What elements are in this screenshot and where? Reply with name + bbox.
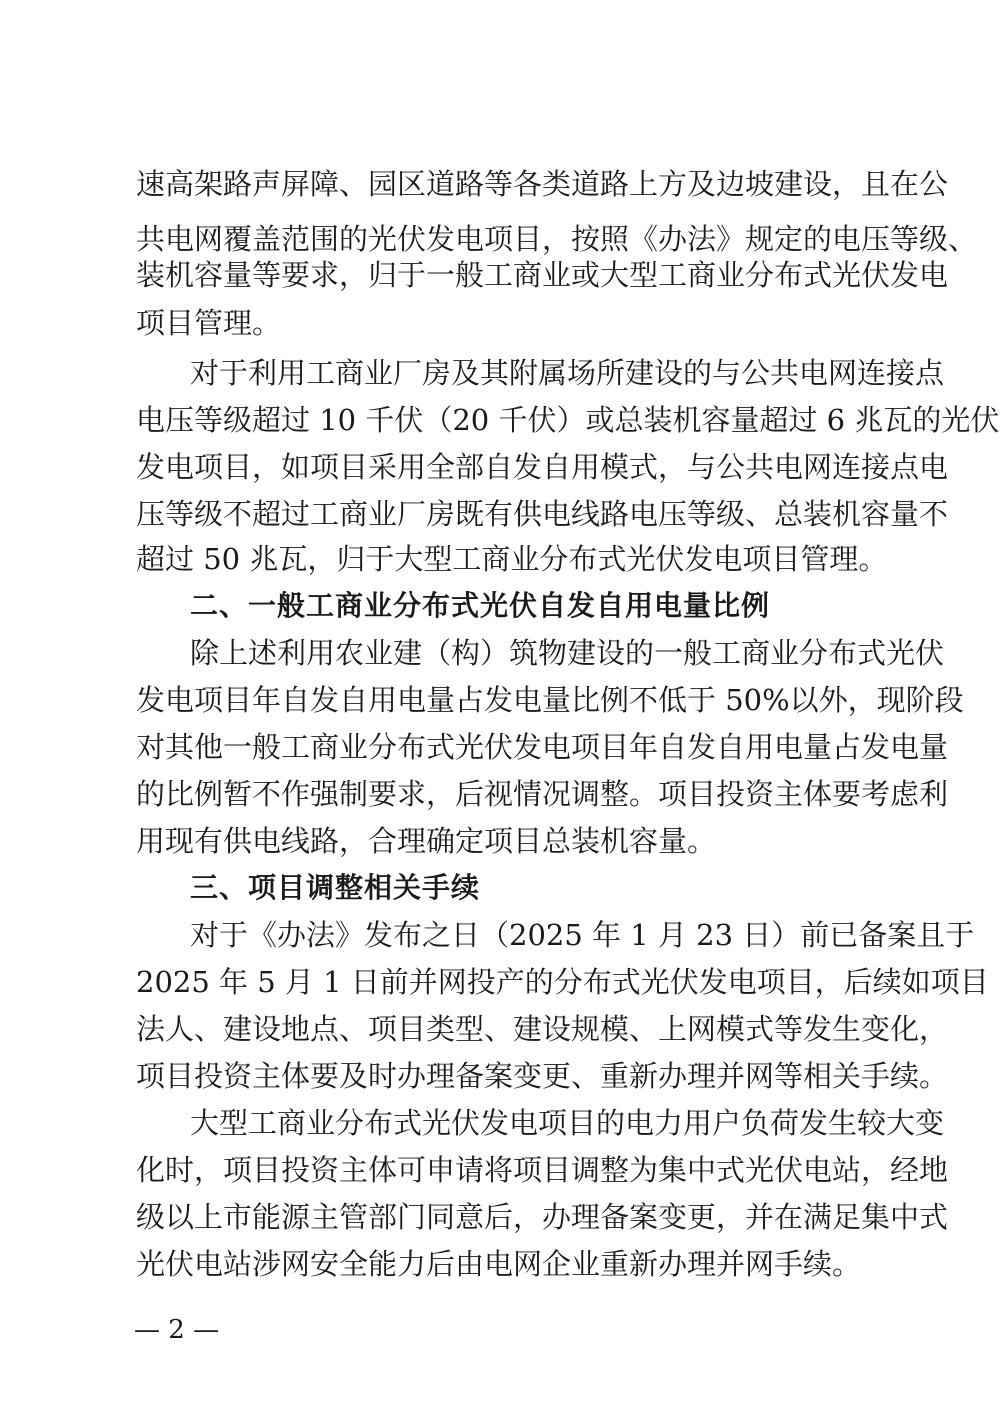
paragraph-3-line-4: 的比例暂不作强制要求，后视情况调整。项目投资主体要考虑利 xyxy=(136,777,949,811)
paragraph-3-line-5: 用现有供电线路，合理确定项目总装机容量。 xyxy=(136,824,717,858)
page-number: — 2 — xyxy=(134,1315,220,1345)
paragraph-4-line-2: 2025 年 5 月 1 日前并网投产的分布式光伏发电项目，后续如项目 xyxy=(136,965,989,999)
paragraph-1-line-3: 装机容量等要求，归于一般工商业或大型工商业分布式光伏发电 xyxy=(136,258,949,292)
paragraph-5-line-4: 光伏电站涉网安全能力后由电网企业重新办理并网手续。 xyxy=(136,1247,862,1281)
section-heading-3: 三、项目调整相关手续 xyxy=(190,871,481,904)
paragraph-1-line-2: 共电网覆盖范围的光伏发电项目，按照《办法》规定的电压等级、 xyxy=(136,222,978,256)
paragraph-2-line-4: 压等级不超过工商业厂房既有供电线路电压等级、总装机容量不 xyxy=(136,497,949,531)
paragraph-5-line-2: 化时，项目投资主体可申请将项目调整为集中式光伏电站，经地 xyxy=(136,1153,949,1187)
paragraph-3-line-3: 对其他一般工商业分布式光伏发电项目年自发自用电量占发电量 xyxy=(136,730,949,764)
paragraph-2-line-3: 发电项目，如项目采用全部自发自用模式，与公共电网连接点电 xyxy=(136,450,949,484)
paragraph-4-line-4: 项目投资主体要及时办理备案变更、重新办理并网等相关手续。 xyxy=(136,1059,949,1093)
paragraph-3-line-1: 除上述利用农业建（构）筑物建设的一般工商业分布式光伏 xyxy=(190,636,945,670)
paragraph-1-line-1: 速高架路声屏障、园区道路等各类道路上方及边坡建设，且在公 xyxy=(136,167,949,201)
paragraph-3-line-2: 发电项目年自发自用电量占发电量比例不低于 50%以外，现阶段 xyxy=(136,683,964,717)
paragraph-4-line-1: 对于《办法》发布之日（2025 年 1 月 23 日）前已备案且于 xyxy=(190,918,975,952)
paragraph-1-line-4: 项目管理。 xyxy=(136,306,282,340)
paragraph-5-line-1: 大型工商业分布式光伏发电项目的电力用户负荷发生较大变 xyxy=(190,1106,945,1140)
paragraph-2-line-5: 超过 50 兆瓦，归于大型工商业分布式光伏发电项目管理。 xyxy=(136,542,888,576)
paragraph-5-line-3: 级以上市能源主管部门同意后，办理备案变更，并在满足集中式 xyxy=(136,1200,949,1234)
paragraph-4-line-3: 法人、建设地点、项目类型、建设规模、上网模式等发生变化， xyxy=(136,1012,949,1046)
paragraph-2-line-1: 对于利用工商业厂房及其附属场所建设的与公共电网连接点 xyxy=(190,356,945,390)
section-heading-2: 二、一般工商业分布式光伏自发自用电量比例 xyxy=(190,589,771,622)
paragraph-2-line-2: 电压等级超过 10 千伏（20 千伏）或总装机容量超过 6 兆瓦的光伏 xyxy=(136,403,1000,437)
